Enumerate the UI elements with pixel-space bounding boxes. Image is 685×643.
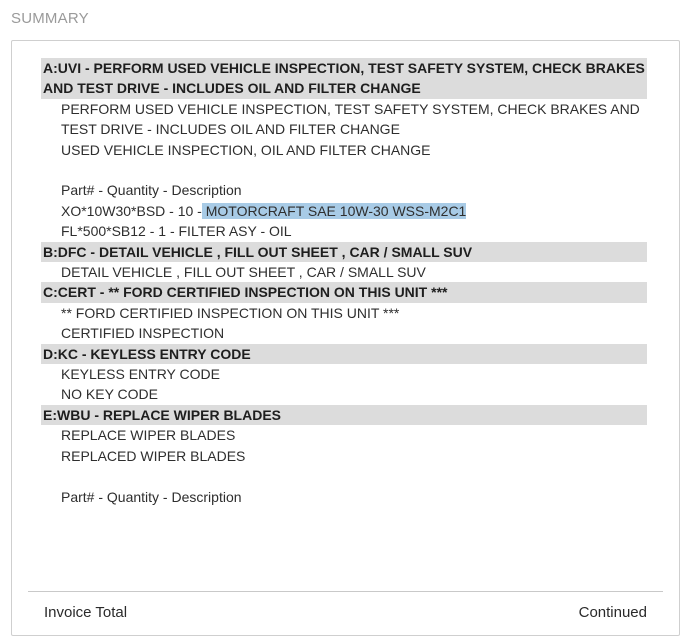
- invoice-total-label: Invoice Total: [44, 604, 128, 621]
- part-number-quantity: XO*10W30*BSD - 10 -: [61, 202, 202, 219]
- operation-line: PERFORM USED VEHICLE INSPECTION, TEST SAFETY SYSTEM, CHECK BRAKES AND: [61, 100, 640, 117]
- operation-header: E:WBU - REPLACE WIPER BLADES: [41, 405, 647, 425]
- summary-panel: [11, 40, 680, 636]
- parts-column-header: Part# - Quantity - Description: [61, 488, 242, 505]
- summary-content: [41, 58, 647, 507]
- operation-line: USED VEHICLE INSPECTION, OIL AND FILTER CHANGE: [61, 141, 431, 158]
- summary-heading: SUMMARY: [11, 10, 89, 27]
- operation-kc: [41, 344, 647, 405]
- operation-line: ** FORD CERTIFIED INSPECTION ON THIS UNIT ***: [61, 304, 400, 321]
- operation-dfc: [41, 242, 647, 283]
- operation-header: D:KC - KEYLESS ENTRY CODE: [41, 344, 647, 364]
- operation-line: TEST DRIVE - INCLUDES OIL AND FILTER CHANGE: [61, 121, 400, 138]
- operation-line: CERTIFIED INSPECTION: [61, 325, 225, 342]
- operation-line: DETAIL VEHICLE , FILL OUT SHEET , CAR / SMALL SUV: [61, 264, 426, 281]
- operation-header: C:CERT - ** FORD CERTIFIED INSPECTION ON THIS UNIT ***: [41, 282, 647, 302]
- operation-line: REPLACED WIPER BLADES: [61, 447, 246, 464]
- operation-cert: [41, 282, 647, 343]
- footer-divider: [28, 591, 663, 592]
- operation-line: NO KEY CODE: [61, 386, 158, 403]
- operation-line: REPLACE WIPER BLADES: [61, 427, 236, 444]
- operation-line: KEYLESS ENTRY CODE: [61, 366, 220, 383]
- part-line: FL*500*SB12 - 1 - FILTER ASY - OIL: [61, 223, 292, 240]
- invoice-total-value: Continued: [578, 604, 647, 621]
- operation-uvi: [41, 58, 647, 242]
- blank-line: [41, 160, 647, 180]
- operation-wbu: [41, 405, 647, 507]
- operation-header: A:UVI - PERFORM USED VEHICLE INSPECTION, TEST SAFETY SYSTEM, CHECK BRAKES AND TEST DRIVE - INCLUDES OIL AND FILTER CHANGE: [41, 58, 647, 99]
- operation-header: B:DFC - DETAIL VEHICLE , FILL OUT SHEET , CAR / SMALL SUV: [41, 242, 647, 262]
- part-line: [41, 201, 647, 221]
- parts-column-header: Part# - Quantity - Description: [61, 182, 242, 199]
- blank-line: [41, 466, 647, 486]
- invoice-total-row: [44, 604, 647, 621]
- selected-part-description: MOTORCRAFT SAE 10W-30 WSS-M2C1: [201, 202, 467, 219]
